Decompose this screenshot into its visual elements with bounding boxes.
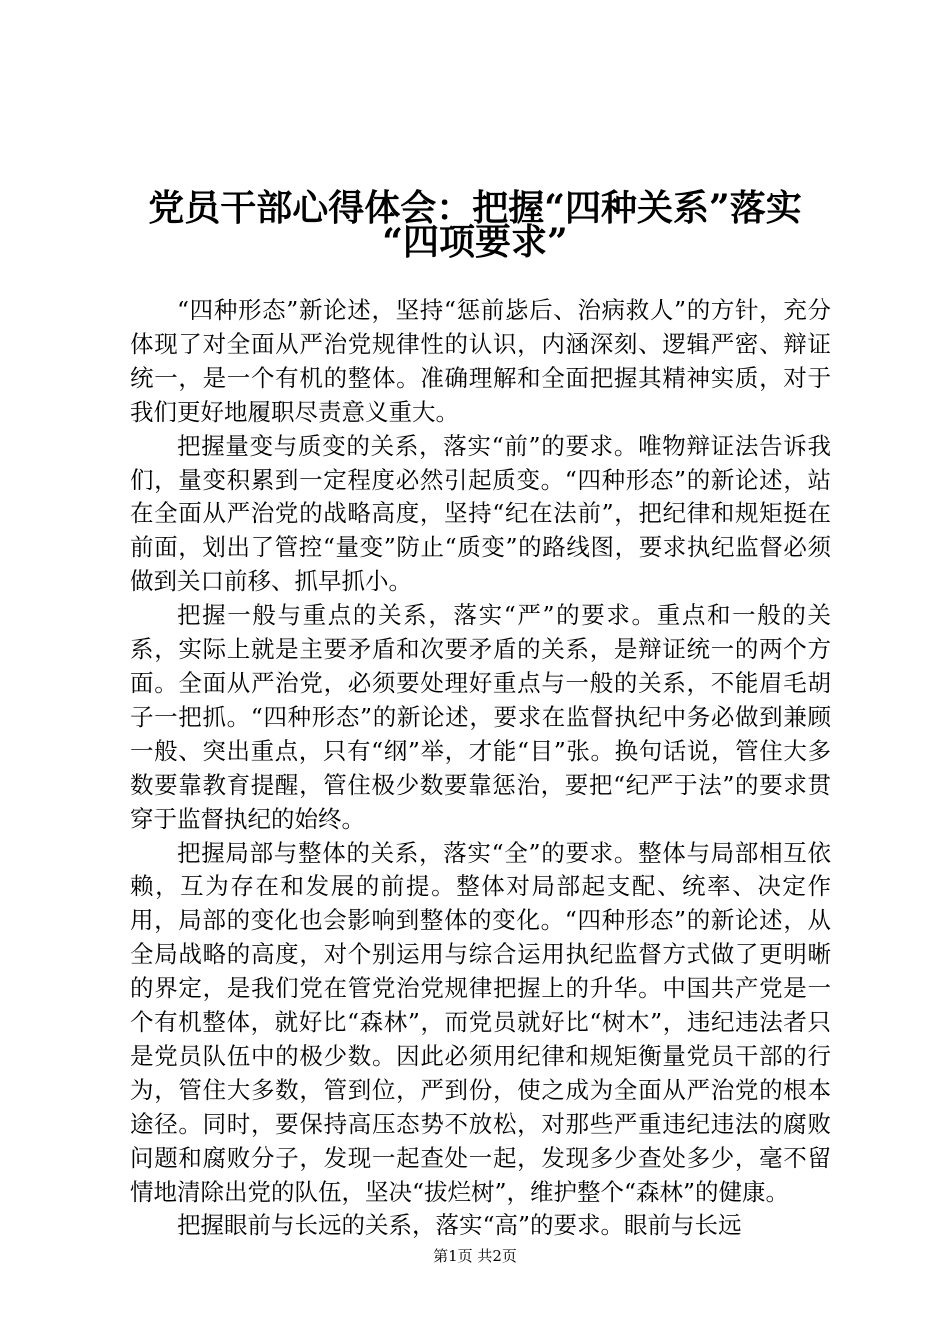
document-body: [130, 294, 831, 1243]
paragraph: 把握量变与质变的关系，落实“前”的要求。唯物辩证法告诉我们，量变积累到一定程度必然引起质变。“四种形态”的新论述，站在全面从严治党的战略高度，坚持“纪在法前”，把纪律和规矩挺在前面，划出了管控“量变”防止“质变”的路线图，要求执纪监督必须做到关口前移、抓早抓小。: [130, 431, 831, 596]
paragraph: 把握眼前与长远的关系，落实“高”的要求。眼前与长远: [177, 1211, 742, 1240]
paragraph: 把握一般与重点的关系，落实“严”的要求。重点和一般的关系，实际上就是主要矛盾和次要矛盾的关系，是辩证统一的两个方面。全面从严治党，必须要处理好重点与一般的关系，不能眉毛胡子一把抓。“四种形态”的新论述，要求在监督执纪中务必做到兼顾一般、突出重点，只有“纲”举，才能“目”张。换句话说，管住大多数要靠教育提醒，管住极少数要靠惩治，要把“纪严于法”的要求贯穿于监督执纪的始终。: [130, 601, 831, 833]
page-number-footer: 第1页 共2页: [433, 1247, 517, 1265]
document-title-line-2: “四项要求”: [382, 221, 568, 263]
paragraph: “四种形态”新论述，坚持“惩前毖后、治病救人”的方针，充分体现了对全面从严治党规律性的认识，内涵深刻、逻辑严密、辩证统一，是一个有机的整体。准确理解和全面把握其精神实质，对于我们更好地履职尽责意义重大。: [130, 296, 831, 426]
paragraph: 把握局部与整体的关系，落实“全”的要求。整体与局部相互依赖，互为存在和发展的前提。整体对局部起支配、统率、决定作用，局部的变化也会影响到整体的变化。“四种形态”的新论述，从全局战略的高度，对个别运用与综合运用执纪监督方式做了更明晰的界定，是我们党在管党治党规律把握上的升华。中国共产党是一个有机整体，就好比“森林”，而党员就好比“树木”，违纪违法者只是党员队伍中的极少数。因此必须用纪律和规矩衡量党员干部的行为，管住大多数，管到位，严到份，使之成为全面从严治党的根本途径。同时，要保持高压态势不放松，对那些严重违纪违法的腐败问题和腐败分子，发现一起查处一起，发现多少查处多少，毫不留情地清除出党的队伍，坚决“拔烂树”，维护整个“森林”的健康。: [130, 838, 831, 1206]
document-title-line-1: 党员干部心得体会：把握“四种关系”落实: [148, 187, 802, 229]
